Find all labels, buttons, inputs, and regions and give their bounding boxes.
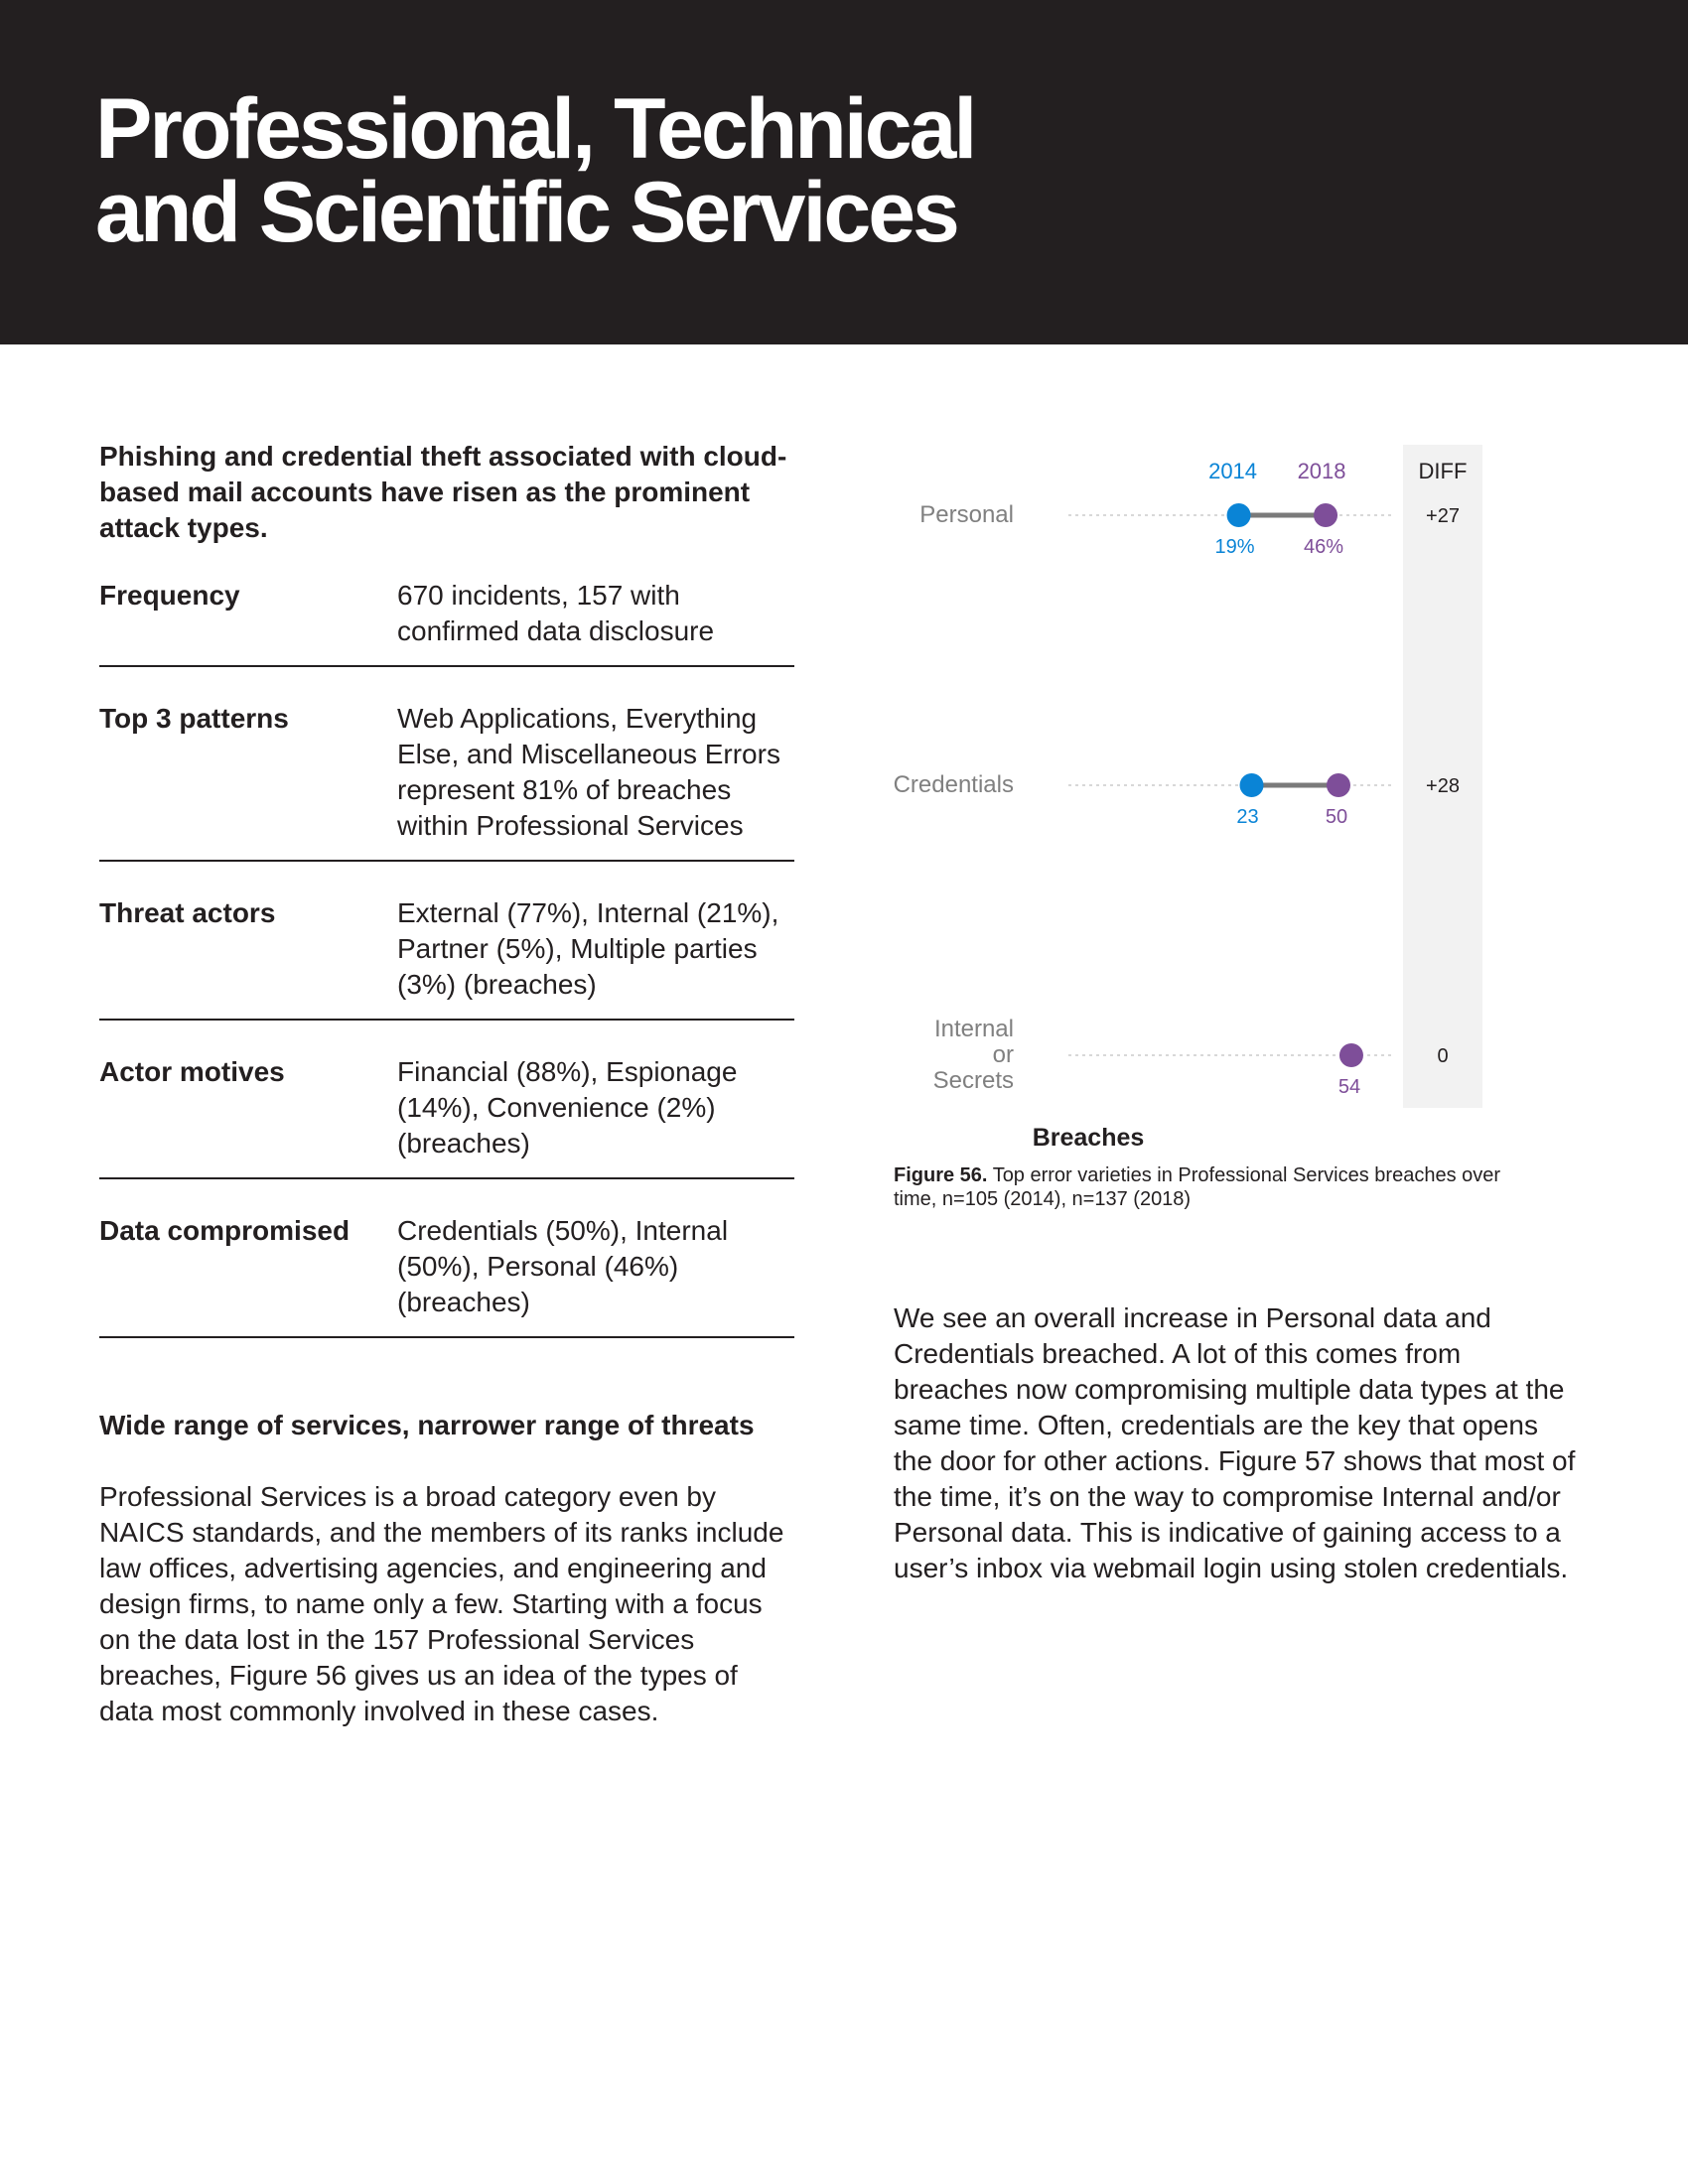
fact-label: Actor motives <box>99 1056 285 1087</box>
fact-value: Financial (88%), Espionage (14%), Convenience (2%) (breaches) <box>397 1056 738 1159</box>
data-label-2018-personal: 46% <box>1304 536 1344 558</box>
fact-value: External (77%), Internal (21%), Partner (5%), Multiple parties (3%) (breaches) <box>397 897 779 1000</box>
category-label-internal: Internal <box>933 1016 1014 1042</box>
figure-caption-text: Top error varieties in Professional Services breaches over time, n=105 (2014), n=137 (2018) <box>894 1164 1501 1210</box>
point-2018-personal <box>1314 503 1337 527</box>
point-2018-credentials <box>1327 773 1350 797</box>
data-label-2014-credentials: 23 <box>1236 806 1259 828</box>
fact-value: Web Applications, Everything Else, and Miscellaneous Errors represent 81% of breaches within Professional Services <box>397 703 780 841</box>
point-2014-personal <box>1227 503 1251 527</box>
category-label-personal: Personal <box>919 501 1014 528</box>
section-heading: Wide range of services, narrower range of threats <box>99 1410 755 1440</box>
fact-label: Frequency <box>99 580 240 611</box>
point-2018-internal <box>1339 1043 1363 1067</box>
figure-label: Figure 56. <box>894 1164 988 1186</box>
facts-table <box>99 578 794 1338</box>
point-2014-credentials <box>1240 773 1264 797</box>
page-title: Professional, Technical and Scientific Services <box>95 81 975 260</box>
diff-value-credentials: +28 <box>1426 775 1460 797</box>
category-label-internal: or <box>992 1041 1014 1068</box>
fact-row-frequency <box>99 578 794 667</box>
header-banner <box>0 0 1688 344</box>
data-label-2018-internal: 54 <box>1337 1076 1361 1098</box>
fact-value: Credentials (50%), Internal (50%), Personal (46%) (breaches) <box>397 1215 729 1317</box>
fact-row-data-compromised <box>99 1213 794 1338</box>
dumbbell-chart <box>874 437 1509 1152</box>
category-label-internal: Secrets <box>932 1067 1014 1094</box>
fact-row-actor-motives <box>99 1054 794 1179</box>
figure-caption <box>894 1163 1529 1211</box>
diff-value-personal: +27 <box>1426 505 1460 527</box>
data-label-2014-personal: 19% <box>1214 536 1255 558</box>
body-paragraph-right: We see an overall increase in Personal data and Credentials breached. A lot of this comes from breaches now compromising multiple data types at the same time. Often, credentials are the key that opens the door for other actions. Figure 57 shows that most of the time, it’s on the way to compromise Internal and/or Personal data. This is indicative of gaining access to a user’s inbox via webmail login using stolen credentials. <box>894 1302 1576 1583</box>
fact-label: Threat actors <box>99 897 276 928</box>
fact-label: Data compromised <box>99 1215 351 1246</box>
diff-value-internal: 0 <box>1437 1045 1449 1067</box>
fact-value: 670 incidents, 157 with confirmed data disclosure <box>397 580 715 646</box>
body-paragraph-left: Professional Services is a broad category even by NAICS standards, and the members of its ranks include law offices, advertising agencies, and engineering and design firms, to name only a few. Starting with a focus on the data lost in the 157 Professional Services breaches, Figure 56 gives us an idea of the types of data most commonly involved in these cases. <box>99 1481 784 1726</box>
intro-summary: Phishing and credential theft associated with cloud-based mail accounts have risen as the prominent attack types. <box>99 441 787 543</box>
fact-label: Top 3 patterns <box>99 703 289 734</box>
legend-2018: 2018 <box>1297 459 1346 483</box>
legend-2014: 2014 <box>1208 459 1258 483</box>
category-label-credentials: Credentials <box>893 771 1014 798</box>
data-label-2018-credentials: 50 <box>1325 806 1348 828</box>
x-axis-label: Breaches <box>1032 1124 1145 1152</box>
fact-row-threat-actors <box>99 895 794 1021</box>
fact-row-top-patterns <box>99 701 794 862</box>
diff-header: DIFF <box>1418 459 1468 483</box>
